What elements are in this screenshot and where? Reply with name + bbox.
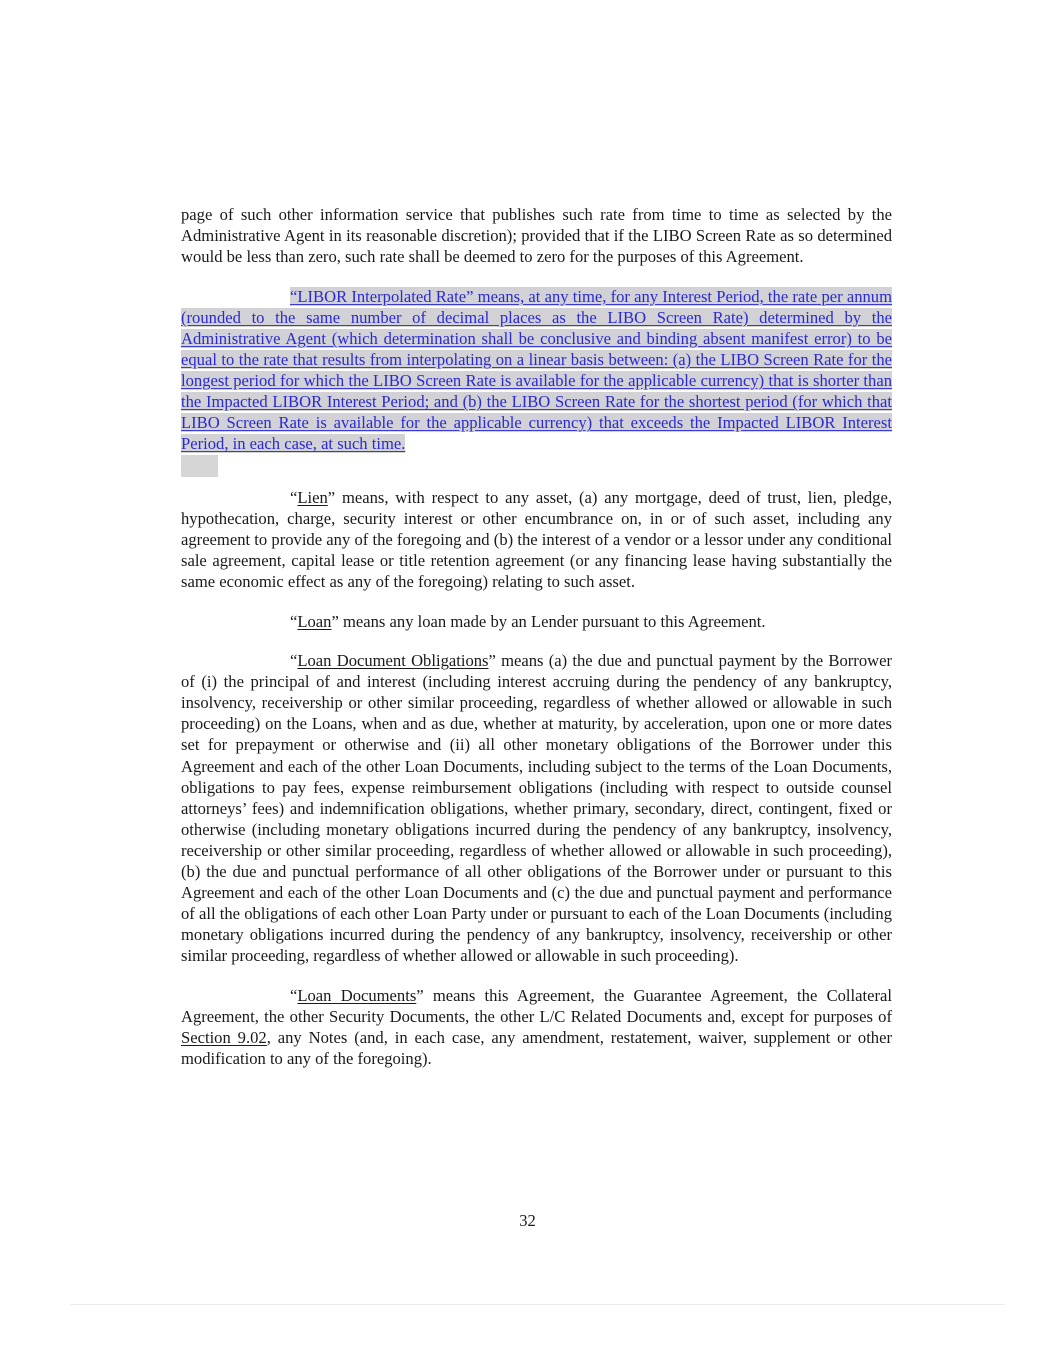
loan-document-obligations-definition: “Loan Document Obligations” means (a) the due and punctual payment by the Borrower of (i) the principal of and interest (including interest accruing during the pendency of any bankruptcy, insolvency, receivership or other similar proceeding, regardless of whether allowed or allowable in such proceeding) on the Loans, when and as due, whether at maturity, by acceleration, upon one or more dates set for prepayment or otherwise and (ii) all other monetary obligations of the Borrower under this Agreement and each of the other Loan Documents, including subject to the terms of the Loan Documents, obligations to pay fees, expense reimbursement obligations (including with respect to outside counsel attorneys’ fees) and indemnification obligations, whether primary, secondary, direct, contingent, fixed or otherwise (including monetary obligations incurred during the pendency of any bankruptcy, insolvency, receivership or other similar proceeding, regardless of whether allowed or allowable in such proceeding), (b) the due and punctual performance of all other obligations of the Borrower under or pursuant to this Agreement and each of the other Loan Documents and (c) the due and punctual payment and performance of all the obligations of each other Loan Party under or pursuant to each of the Loan Documents (including monetary obligations incurred during the pendency of any bankruptcy, insolvency, receivership or other similar proceeding, regardless of whether allowed or allowable in such proceeding). [181, 651, 892, 966]
highlighted-text[interactable]: “LIBOR Interpolated Rate” means, at any time, for any Interest Period, the rate per annum (rounded to the same number of decimal places as the LIBO Screen Rate) determined by the Administrative Agent (which determination shall be conclusive and binding absent manifest error) to be equal to the rate that results from interpolating on a linear basis between: (a) the LIBO Screen Rate for the longest period for which the LIBO Screen Rate is available for the applicable currency) that is shorter than the Impacted LIBOR Interest Period; and (b) the LIBO Screen Rate for the shortest period (for which that LIBO Screen Rate is available for the applicable currency) that exceeds the Impacted LIBOR Interest Period, in each case, at such time. [181, 286, 892, 454]
loan-definition: “Loan” means any loan made by an Lender pursuant to this Agreement. [290, 611, 766, 631]
defined-term-lien: Lien [297, 487, 328, 507]
defined-term-loan-documents: Loan Documents [297, 986, 417, 1005]
lien-definition: “Lien” means, with respect to any asset, (a) any mortgage, deed of trust, lien, pledge, hypothecation, charge, security interest or other encumbrance on, in or of such asset, including any agreement to provide any of the foregoing and (b) the interest of a vendor or a lessor under any conditional sale agreement, capital lease or title retention agreement (or any financing lease having substantially the same economic effect as any of the foregoing) relating to such asset. [181, 487, 892, 591]
defined-term-loan: Loan [297, 611, 332, 631]
section-reference-link[interactable]: Section 9.02 [181, 1028, 267, 1048]
highlight-tail [181, 455, 218, 477]
intro-paragraph: page of such other information service that publishes such rate from time to time as selected by the Administrative Agent in its reasonable discretion); provided that if the LIBO Screen Rate as so determined would be less than zero, such rate shall be deemed to zero for the purposes of this Agreement. [181, 205, 892, 267]
loan-documents-definition: “Loan Documents” means this Agreement, the Guarantee Agreement, the Collateral Agreement, the other Security Documents, the other L/C Related Documents and, except for purposes of Section 9.02, any Notes (and, in each case, any amendment, restatement, waiver, supplement or other modification to any of the foregoing). [181, 986, 892, 1069]
page-number: 32 [519, 1211, 536, 1230]
libor-interpolated-rate-definition[interactable] [181, 286, 892, 477]
page-bottom-divider [70, 1304, 1005, 1305]
document-page [181, 204, 892, 1069]
defined-term-loan-document-obligations: Loan Document Obligations [297, 651, 489, 671]
